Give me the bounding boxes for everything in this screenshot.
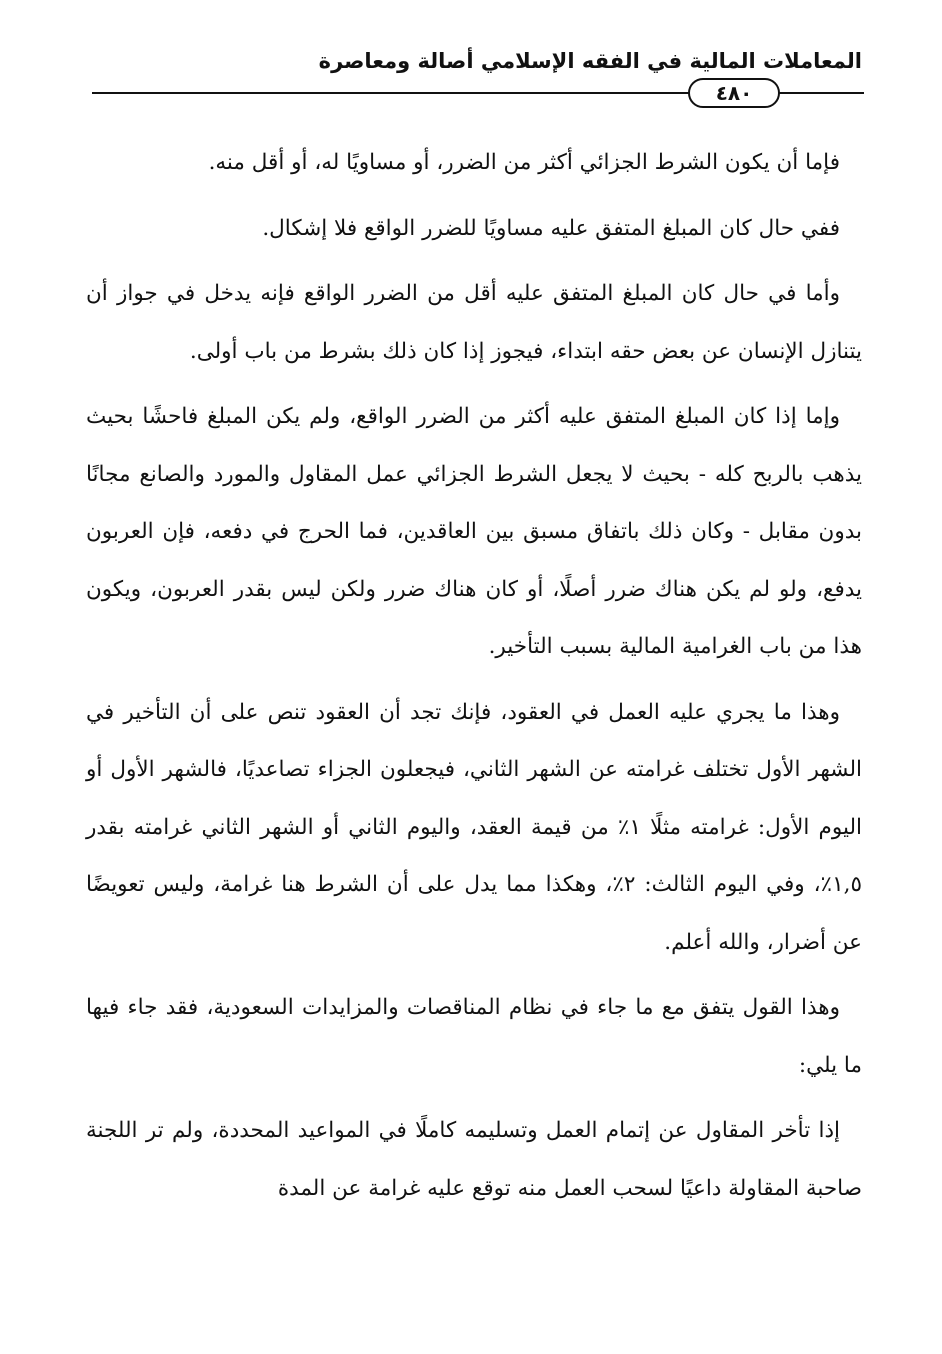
running-title: المعاملات المالية في الفقه الإسلامي أصالة ومعاصرة <box>318 49 862 73</box>
paragraph: وهذا ما يجري عليه العمل في العقود، فإنك تجد أن العقود تنص على أن التأخير في الشهر الأول تختلف غرامته عن الشهر الثاني، فيجعلون الجزاء تصاعديًا، فالشهر الأول أو اليوم الأول: غرامته مثلًا ١٪ من قيمة العقد، واليوم الثاني أو الشهر الثاني غرامته بقدر ١,٥٪، وفي اليوم الثالث: ٢٪، وهكذا مما يدل على أن الشرط هنا غرامة، وليس تعويضًا عن أضرار، والله أعلم. <box>86 699 862 955</box>
page-number: ٤٨٠ <box>715 81 753 105</box>
paragraph: وأما في حال كان المبلغ المتفق عليه أقل من الضرر الواقع فإنه يدخل في جواز أن يتنازل الإنسان عن بعض حقه ابتداء، فيجوز إذا كان ذلك بشرط من باب أولى. <box>86 281 862 364</box>
paragraph: وهذا القول يتفق مع ما جاء في نظام المناقصات والمزايدات السعودية، فقد جاء فيها ما يلي: <box>86 995 862 1078</box>
page-number-badge <box>688 78 780 108</box>
paragraph: ففي حال كان المبلغ المتفق عليه مساويًا للضرر الواقع فلا إشكال. <box>262 215 840 241</box>
paragraph: فإما أن يكون الشرط الجزائي أكثر من الضرر، أو مساويًا له، أو أقل منه. <box>208 150 840 175</box>
body-text <box>86 134 862 1225</box>
paragraph: إذا تأخر المقاول عن إتمام العمل وتسليمه كاملًا في المواعيد المحددة، ولم تر اللجنة صاحبة المقاولة داعيًا لسحب العمل منه توقع عليه غرامة عن المدة <box>86 1118 862 1201</box>
paragraph: وإما إذا كان المبلغ المتفق عليه أكثر من الضرر الواقع، ولم يكن المبلغ فاحشًا بحيث يذهب بالربح كله - بحيث لا يجعل الشرط الجزائي عمل المقاول والمورد والصانع مجانًا بدون مقابل - وكان ذلك باتفاق مسبق بين العاقدين، فما الحرج في دفعه، فإن العربون يدفع، ولو لم يكن هناك ضرر أصلًا، أو كان هناك ضرر ولكن ليس بقدر العربون، ويكون هذا من باب الغرامية المالية بسبب التأخير. <box>86 404 862 659</box>
